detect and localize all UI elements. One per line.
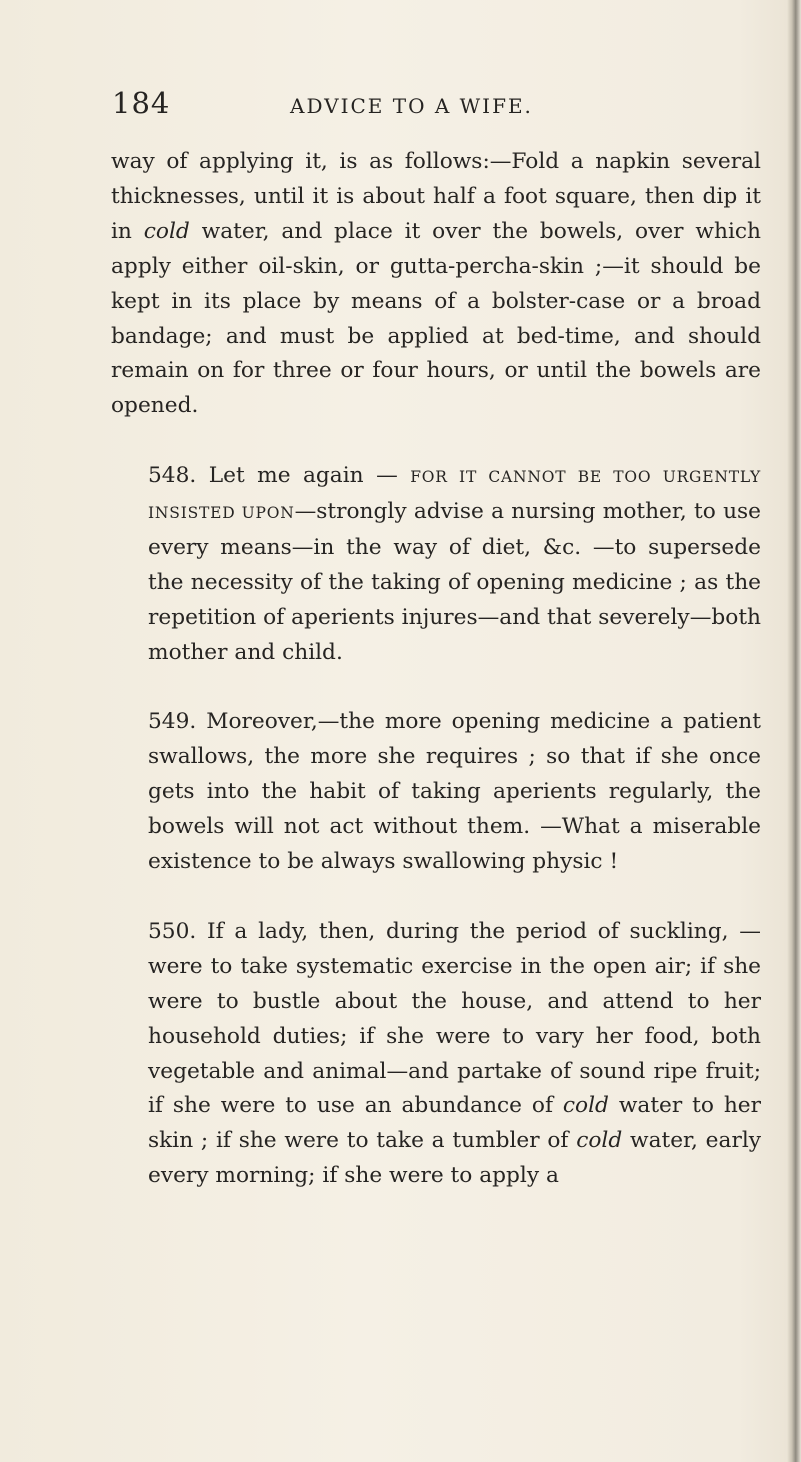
paragraph-gap xyxy=(111,424,761,459)
paragraph-gap xyxy=(111,671,761,706)
paragraph-550 xyxy=(111,915,761,1194)
paragraph-text: —strongly advise a nursing mother, to use every means—in the way of diet, &c. —to supersede the necessity of the taking of opening medicine ; as the repetition of aperients injures—and that severely—both mother and child. xyxy=(148,499,761,665)
page-edge-shadow xyxy=(787,0,801,1462)
paragraph-text: water, early every morning; if she were to apply a xyxy=(148,1128,762,1189)
paragraph-number: 548. xyxy=(148,463,197,489)
paragraph-549 xyxy=(111,705,761,880)
paragraph-number: 550. xyxy=(148,918,197,944)
page-header xyxy=(112,86,692,132)
paragraph-text: way of applying it, is as follows:—Fold a napkin several thicknesses, until it is about half a foot square, then dip it in xyxy=(111,149,761,244)
paragraph-gap xyxy=(111,880,761,915)
paragraph-548 xyxy=(111,459,761,670)
paragraph-text: Moreover,—the more opening medicine a patient swallows, the more she requires ; so that if she once gets into the habit of taking aperients regularly, the bowels will not act without them. —What a miserable existence to be always swallowing physic ! xyxy=(148,709,761,875)
page-number: 184 xyxy=(112,86,171,120)
small-caps-emphasis: FOR IT CANNOT BE TOO URGENTLY INSISTED UPON xyxy=(148,468,761,523)
italic-word: cold xyxy=(143,218,190,244)
paragraph-text: water to her skin ; if she were to take a tumbler of xyxy=(148,1093,761,1154)
italic-word: cold xyxy=(562,1093,609,1119)
paragraph-text: If a lady, then, during the period of suckling, —were to take systematic exercise in the open air; if she were to bustle about the house, and attend to her household duties; if she were to vary her food, both vegetable and animal—and partake of sound ripe fruit; if she were to use an abundance of xyxy=(148,918,761,1119)
paragraph-text: water, and place it over the bowels, over which apply either oil-skin, or gutta-percha-skin ;—it should be kept in its place by means of a bolster-case or a broad bandage; and must be applied at bed-time, and should remain on for three or four hours, or until the bowels are opened. xyxy=(111,218,761,419)
paragraph-continuation xyxy=(111,145,761,424)
running-title: ADVICE TO A WIFE. xyxy=(290,94,533,118)
italic-word: cold xyxy=(576,1128,623,1154)
body-text xyxy=(111,145,761,1194)
paragraph-text: Let me again — xyxy=(196,463,411,489)
paragraph-number: 549. xyxy=(148,709,197,735)
